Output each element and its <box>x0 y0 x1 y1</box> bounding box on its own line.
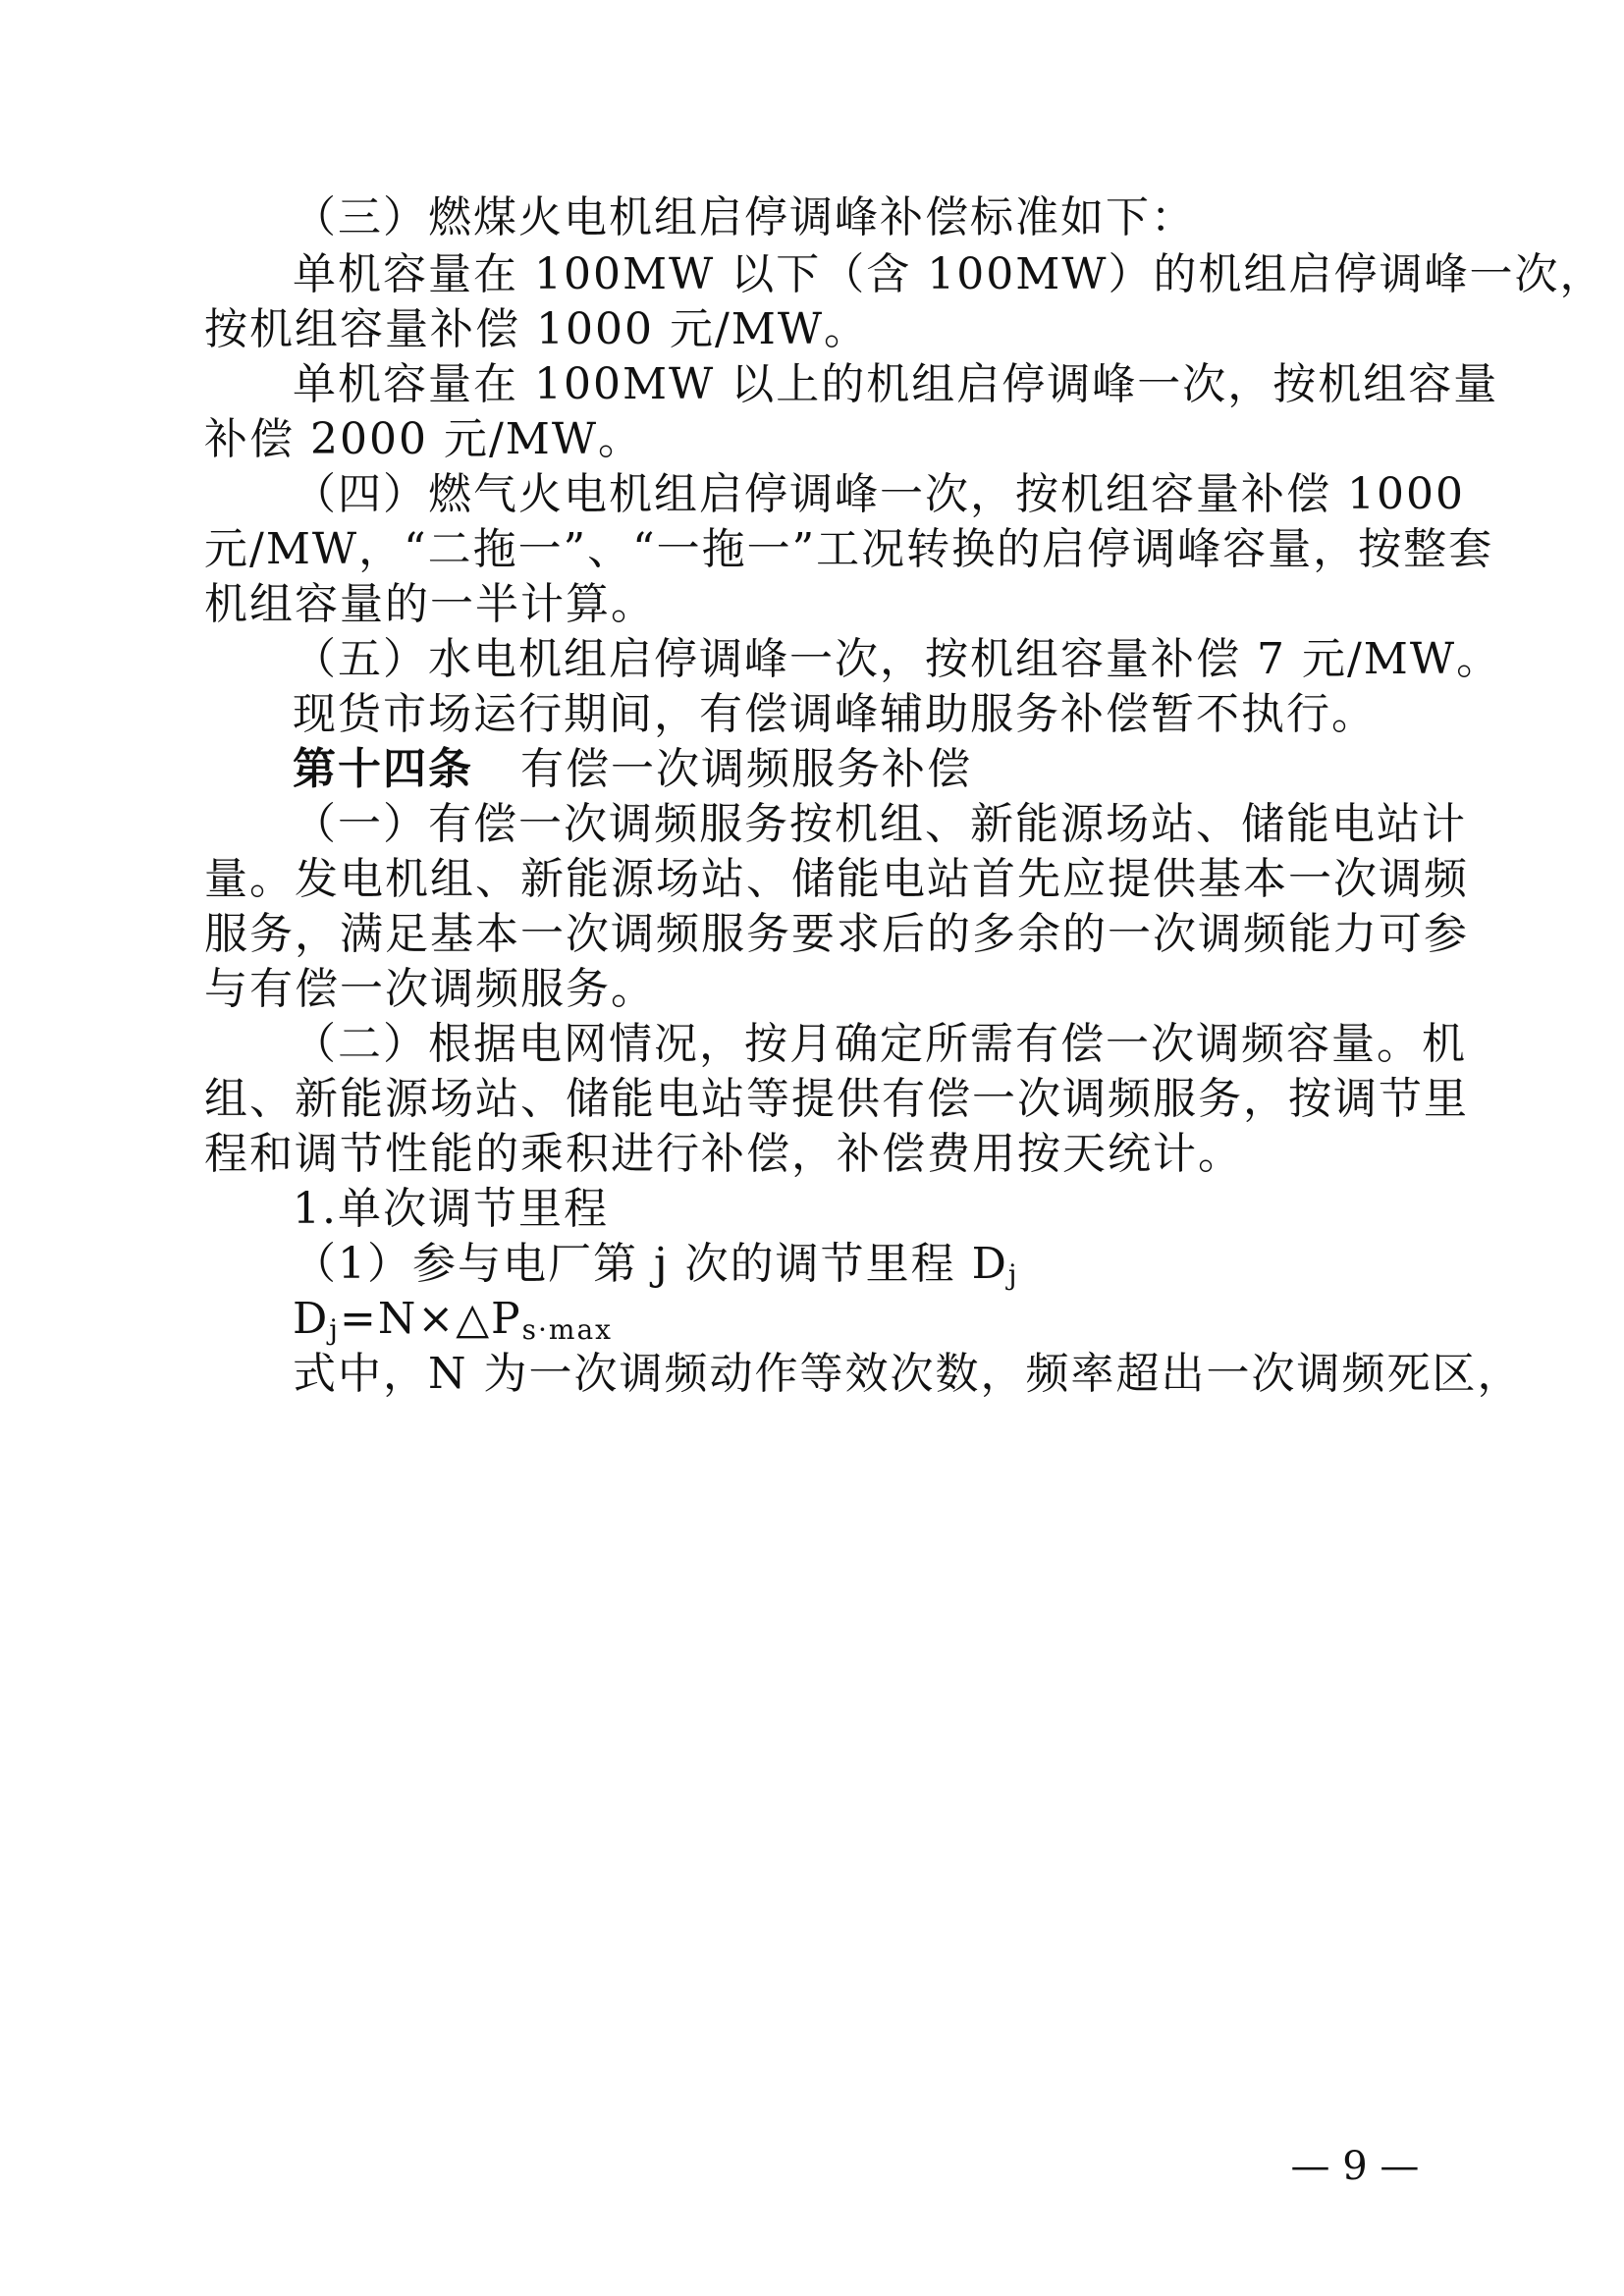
paragraph-gas-peak-line3: 机组容量的一半计算。 <box>204 579 656 629</box>
paragraph-gas-peak-line2: 元/MW，“二拖一”、“一拖一”工况转换的启停调峰容量，按整套 <box>204 524 1494 574</box>
paragraph-gas-peak-line1: （四）燃气火电机组启停调峰一次，按机组容量补偿 1000 <box>293 469 1465 519</box>
formula-d: D <box>293 1294 330 1344</box>
paragraph-under-100mw-line1: 单机容量在 100MW 以下（含 100MW）的机组启停调峰一次， <box>293 249 1605 299</box>
article-number: 第十四条 <box>293 744 473 794</box>
article-title: 有偿一次调频服务补偿 <box>519 744 972 794</box>
formula-expression: =N×△P <box>339 1294 522 1344</box>
paragraph-frequency-2-line3: 程和调节性能的乘积进行补偿，补偿费用按天统计。 <box>204 1129 1243 1179</box>
paragraph-over-100mw-line1: 单机容量在 100MW 以上的机组启停调峰一次，按机组容量 <box>293 359 1499 409</box>
paragraph-frequency-1-line3: 服务，满足基本一次调频服务要求后的多余的一次调频能力可参 <box>204 909 1469 959</box>
paragraph-over-100mw-line2: 补偿 2000 元/MW。 <box>204 414 644 464</box>
paragraph-frequency-1-line2: 量。发电机组、新能源场站、储能电站首先应提供基本一次调频 <box>204 854 1469 904</box>
paragraph-frequency-1-line1: （一）有偿一次调频服务按机组、新能源场站、储能电站计 <box>293 799 1467 849</box>
paragraph-spot-market: 现货市场运行期间，有偿调峰辅助服务补偿暂不执行。 <box>293 689 1377 739</box>
paragraph-coal-peak-standard: （三）燃煤火电机组启停调峰补偿标准如下： <box>293 192 1196 242</box>
article-14-heading <box>293 740 1432 799</box>
paragraph-frequency-1-line4: 与有偿一次调频服务。 <box>204 964 656 1014</box>
mileage-dj-text: （1）参与电厂第 j 次的调节里程 D <box>293 1239 1008 1289</box>
mileage-dj-subscript: j <box>1007 1258 1019 1291</box>
paragraph-frequency-2-line1: （二）根据电网情况，按月确定所需有偿一次调频容量。机 <box>293 1019 1467 1069</box>
paragraph-where-n: 式中，N 为一次调频动作等效次数，频率超出一次调频死区， <box>293 1349 1523 1399</box>
section-single-mileage: 1.单次调节里程 <box>293 1184 609 1234</box>
formula-p-subscript: s·max <box>521 1313 613 1346</box>
paragraph-hydro-peak: （五）水电机组启停调峰一次，按机组容量补偿 7 元/MW。 <box>293 634 1502 684</box>
paragraph-frequency-2-line2: 组、新能源场站、储能电站等提供有偿一次调频服务，按调节里 <box>204 1074 1469 1124</box>
formula-d-subscript: j <box>329 1313 340 1346</box>
page-number: — 9 — <box>1290 2144 1420 2189</box>
paragraph-under-100mw-line2: 按机组容量补偿 1000 元/MW。 <box>204 304 870 354</box>
